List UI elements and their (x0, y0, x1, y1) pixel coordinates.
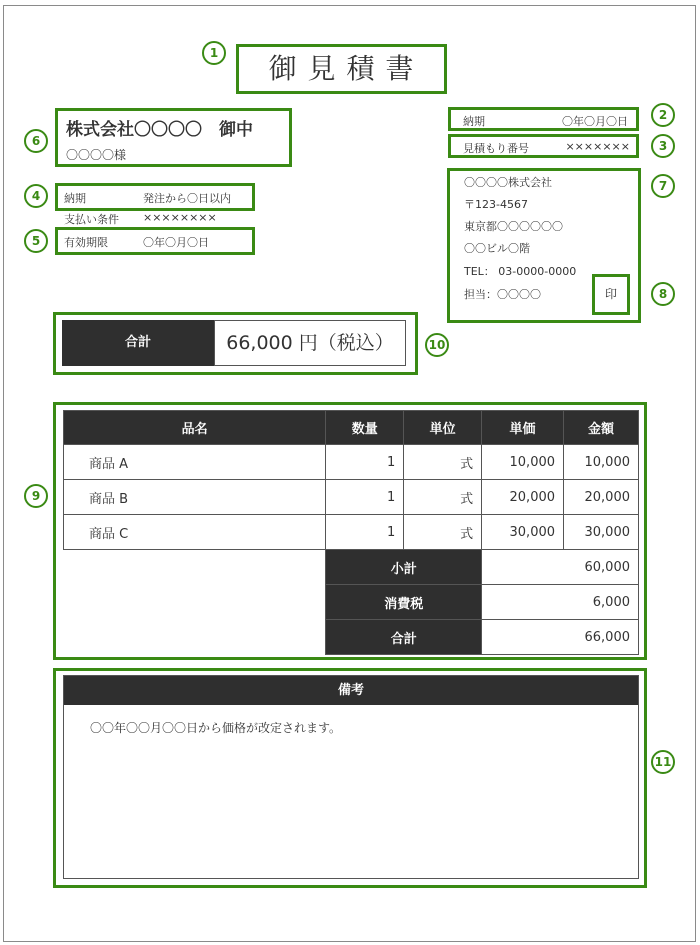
badge-5: 5 (24, 229, 48, 253)
grand-total-label: 合計 (124, 335, 151, 350)
quote-number-box (448, 134, 639, 158)
table-row (64, 480, 639, 515)
tax-label: 消費税 (326, 585, 482, 620)
delivery-date-label: 納期 (463, 115, 485, 128)
remarks-header (64, 676, 638, 705)
subtotal-value: 60,000 (482, 550, 639, 585)
item-name: 商品 B (64, 480, 326, 515)
grand-total-label-cell (62, 320, 214, 366)
badge-11: 11 (651, 750, 675, 774)
remarks-label: 備考 (337, 683, 364, 698)
grand-total-value: 66,000 円（税込） (226, 332, 394, 354)
title-box (236, 44, 447, 94)
delivery-date-box (448, 107, 639, 131)
total-value: 66,000 (482, 620, 639, 655)
document-title: 御 見 積 書 (268, 52, 415, 85)
grand-total-value-cell (214, 320, 406, 366)
items-table (63, 410, 639, 655)
delivery-terms-label: 納期 (64, 192, 86, 205)
client-person: 〇〇〇〇様 (66, 148, 127, 162)
table-row (64, 445, 639, 480)
badge-2: 2 (651, 103, 675, 127)
remarks-text: 〇〇年〇〇月〇〇日から価格が改定されます。 (90, 721, 342, 735)
item-amount: 20,000 (564, 480, 639, 515)
item-quantity: 1 (326, 445, 404, 480)
issuer-address: 東京都〇〇〇〇〇〇 (464, 220, 563, 233)
item-amount: 10,000 (564, 445, 639, 480)
item-unit: 式 (404, 445, 482, 480)
badge-4: 4 (24, 184, 48, 208)
badge-8: 8 (651, 282, 675, 306)
quote-number-value: ××××××× (565, 140, 630, 153)
seal-box (592, 274, 630, 315)
badge-7: 7 (651, 174, 675, 198)
item-amount: 30,000 (564, 515, 639, 550)
quote-number-label: 見積もり番号 (463, 142, 529, 155)
issuer-staff: 担当：〇〇〇〇 (464, 288, 541, 301)
badge-9: 9 (24, 484, 48, 508)
items-header-row (64, 411, 639, 445)
validity-value: 〇年〇月〇日 (143, 236, 209, 249)
header-item-name: 品名 (64, 411, 326, 445)
payment-terms-label: 支払い条件 (64, 213, 119, 226)
header-unit-price: 単価 (482, 411, 564, 445)
delivery-date-value: 〇年〇月〇日 (562, 115, 628, 128)
tax-value: 6,000 (482, 585, 639, 620)
item-unit-price: 10,000 (482, 445, 564, 480)
issuer-tel: TEL： 03-0000-0000 (464, 265, 577, 278)
issuer-company: 〇〇〇〇株式会社 (464, 176, 552, 189)
badge-10: 10 (425, 333, 449, 357)
item-unit-price: 20,000 (482, 480, 564, 515)
total-row (64, 620, 639, 655)
badge-3: 3 (651, 134, 675, 158)
item-unit: 式 (404, 515, 482, 550)
header-amount: 金額 (564, 411, 639, 445)
subtotal-row (64, 550, 639, 585)
badge-6: 6 (24, 129, 48, 153)
issuer-building: 〇〇ビル〇階 (464, 242, 530, 255)
badge-1: 1 (202, 41, 226, 65)
seal-mark: 印 (604, 287, 617, 301)
item-quantity: 1 (326, 480, 404, 515)
delivery-terms-value: 発注から〇日以内 (143, 192, 231, 205)
table-row (64, 515, 639, 550)
remarks-panel (63, 675, 639, 879)
issuer-zip: 〒123-4567 (464, 198, 528, 211)
payment-terms-value: ×××××××× (143, 211, 217, 224)
subtotal-label: 小計 (326, 550, 482, 585)
item-quantity: 1 (326, 515, 404, 550)
total-label: 合計 (326, 620, 482, 655)
item-unit: 式 (404, 480, 482, 515)
item-name: 商品 A (64, 445, 326, 480)
client-box (55, 108, 292, 167)
validity-label: 有効期限 (64, 236, 108, 249)
item-unit-price: 30,000 (482, 515, 564, 550)
tax-row (64, 585, 639, 620)
header-unit: 単位 (404, 411, 482, 445)
item-name: 商品 C (64, 515, 326, 550)
client-company: 株式会社〇〇〇〇 御中 (66, 120, 253, 140)
header-quantity: 数量 (326, 411, 404, 445)
